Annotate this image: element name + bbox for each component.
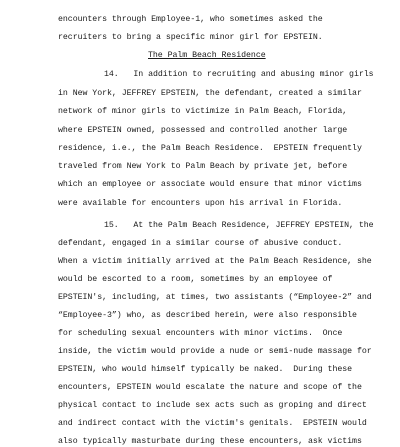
text-line: EPSTEIN, who would himself typically be naked. During these xyxy=(58,365,353,374)
section-heading: The Palm Beach Residence xyxy=(148,51,266,60)
text-line: would be escorted to a room, sometimes by an employee of xyxy=(58,275,333,284)
text-line: recruiters to bring a specific minor girl for EPSTEIN. xyxy=(58,33,323,42)
text-line: for scheduling sexual encounters with minor victims. Once xyxy=(58,329,343,338)
text-line: When a victim initially arrived at the Palm Beach Residence, she xyxy=(58,257,372,266)
text-line: traveled from New York to Palm Beach by private jet, before xyxy=(58,162,348,171)
text-line: 15. At the Palm Beach Residence, JEFFREY EPSTEIN, the xyxy=(104,221,374,230)
text-line: “Employee-3”) who, as described herein, were also responsible xyxy=(58,311,357,320)
text-line: defendant, engaged in a similar course of abusive conduct. xyxy=(58,239,343,248)
text-line: 14. In addition to recruiting and abusing minor girls xyxy=(104,70,374,79)
text-line: were available for encounters upon his arrival in Florida. xyxy=(58,199,343,208)
text-line: and indirect contact with the victim's genitals. EPSTEIN would xyxy=(58,419,367,428)
text-line: physical contact to include sex acts such as groping and direct xyxy=(58,401,367,410)
text-line: encounters through Employee-1, who sometimes asked the xyxy=(58,15,323,24)
text-line: in New York, JEFFREY EPSTEIN, the defendant, created a similar xyxy=(58,89,362,98)
text-line: which an employee or associate would ensure that minor victims xyxy=(58,180,362,189)
text-line: EPSTEIN's, including, at times, two assistants (“Employee-2” and xyxy=(58,293,372,302)
text-line: inside, the victim would provide a nude or semi-nude massage for xyxy=(58,347,372,356)
text-line: where EPSTEIN owned, possessed and controlled another large xyxy=(58,126,348,135)
text-line: residence, i.e., the Palm Beach Residence. EPSTEIN frequently xyxy=(58,144,362,153)
text-line: network of minor girls to victimize in Palm Beach, Florida, xyxy=(58,107,348,116)
text-line: encounters, EPSTEIN would escalate the nature and scope of the xyxy=(58,383,362,392)
text-line: also typically masturbate during these encounters, ask victims xyxy=(58,437,362,446)
